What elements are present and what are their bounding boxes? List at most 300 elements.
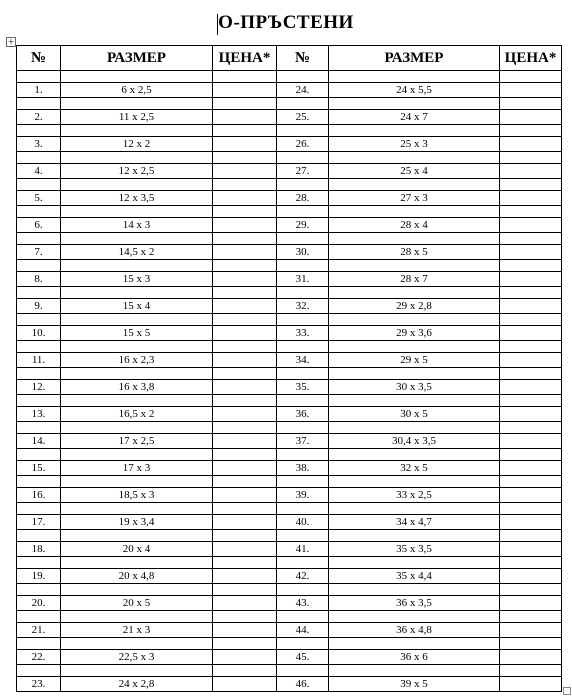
empty-cell (61, 449, 213, 461)
table-row (17, 542, 562, 557)
size-cell: 28 x 4 (329, 218, 500, 233)
table-row (17, 434, 562, 449)
number-cell: 15. (17, 461, 61, 476)
empty-cell (17, 233, 61, 245)
number-cell: 34. (277, 353, 329, 368)
empty-cell (213, 638, 277, 650)
number-cell: 26. (277, 137, 329, 152)
empty-cell (329, 314, 500, 326)
empty-cell (500, 368, 562, 380)
table-body (17, 71, 562, 692)
empty-cell (61, 314, 213, 326)
empty-cell (277, 314, 329, 326)
price-cell[interactable] (500, 299, 562, 314)
empty-cell (500, 341, 562, 353)
price-cell[interactable] (213, 353, 277, 368)
empty-cell (277, 368, 329, 380)
empty-cell (61, 611, 213, 623)
empty-cell (17, 638, 61, 650)
table-row (17, 596, 562, 611)
price-cell[interactable] (213, 380, 277, 395)
empty-cell (500, 665, 562, 677)
empty-cell (500, 314, 562, 326)
price-cell[interactable] (500, 623, 562, 638)
table-row (17, 191, 562, 206)
price-cell[interactable] (500, 353, 562, 368)
empty-cell (277, 206, 329, 218)
price-cell[interactable] (213, 83, 277, 98)
empty-cell (61, 422, 213, 434)
empty-cell (213, 125, 277, 137)
spacer-row (17, 341, 562, 353)
price-cell[interactable] (213, 164, 277, 179)
price-cell[interactable] (213, 407, 277, 422)
spacer-row (17, 665, 562, 677)
spacer-row (17, 584, 562, 596)
spacer-row (17, 233, 562, 245)
empty-cell (329, 152, 500, 164)
price-cell[interactable] (500, 83, 562, 98)
number-cell: 16. (17, 488, 61, 503)
number-cell: 36. (277, 407, 329, 422)
header-number-left: № (17, 46, 61, 71)
spacer-row (17, 260, 562, 272)
table-row (17, 326, 562, 341)
empty-cell (329, 530, 500, 542)
empty-cell (277, 530, 329, 542)
table-row (17, 110, 562, 125)
empty-cell (61, 152, 213, 164)
size-cell: 11 x 2,5 (61, 110, 213, 125)
empty-cell (329, 98, 500, 110)
empty-cell (277, 584, 329, 596)
spacer-row (17, 71, 562, 83)
number-cell: 17. (17, 515, 61, 530)
empty-cell (17, 584, 61, 596)
price-cell[interactable] (500, 380, 562, 395)
size-cell: 15 x 5 (61, 326, 213, 341)
empty-cell (61, 233, 213, 245)
empty-cell (61, 206, 213, 218)
empty-cell (61, 341, 213, 353)
size-cell: 28 x 5 (329, 245, 500, 260)
empty-cell (17, 260, 61, 272)
number-cell: 9. (17, 299, 61, 314)
empty-cell (500, 98, 562, 110)
number-cell: 20. (17, 596, 61, 611)
empty-cell (500, 395, 562, 407)
number-cell: 33. (277, 326, 329, 341)
empty-cell (61, 260, 213, 272)
number-cell: 45. (277, 650, 329, 665)
price-cell[interactable] (213, 191, 277, 206)
price-cell[interactable] (500, 272, 562, 287)
size-cell: 15 x 4 (61, 299, 213, 314)
price-cell[interactable] (500, 650, 562, 665)
spacer-row (17, 287, 562, 299)
number-cell: 35. (277, 380, 329, 395)
size-cell: 12 x 3,5 (61, 191, 213, 206)
size-cell: 14,5 x 2 (61, 245, 213, 260)
empty-cell (329, 449, 500, 461)
size-cell: 25 x 3 (329, 137, 500, 152)
header-price-right: ЦЕНА* (500, 46, 562, 71)
size-cell: 14 x 3 (61, 218, 213, 233)
table-resize-handle[interactable] (563, 687, 571, 695)
empty-cell (213, 206, 277, 218)
number-cell: 2. (17, 110, 61, 125)
spacer-row (17, 395, 562, 407)
number-cell: 32. (277, 299, 329, 314)
table-row (17, 623, 562, 638)
spacer-row (17, 179, 562, 191)
empty-cell (277, 233, 329, 245)
empty-cell (277, 476, 329, 488)
price-cell[interactable] (500, 191, 562, 206)
size-cell: 24 x 2,8 (61, 677, 213, 692)
empty-cell (500, 233, 562, 245)
empty-cell (500, 449, 562, 461)
size-cell: 30,4 x 3,5 (329, 434, 500, 449)
empty-cell (17, 368, 61, 380)
table-row (17, 353, 562, 368)
empty-cell (329, 395, 500, 407)
empty-cell (17, 449, 61, 461)
empty-cell (277, 341, 329, 353)
size-cell: 20 x 5 (61, 596, 213, 611)
price-cell[interactable] (213, 245, 277, 260)
empty-cell (213, 557, 277, 569)
empty-cell (329, 341, 500, 353)
empty-cell (213, 98, 277, 110)
empty-cell (329, 125, 500, 137)
empty-cell (17, 665, 61, 677)
size-cell: 24 x 5,5 (329, 83, 500, 98)
header-size-right: РАЗМЕР (329, 46, 500, 71)
empty-cell (213, 395, 277, 407)
price-cell[interactable] (213, 218, 277, 233)
empty-cell (500, 557, 562, 569)
empty-cell (500, 179, 562, 191)
spacer-row (17, 368, 562, 380)
empty-cell (329, 503, 500, 515)
table-row (17, 272, 562, 287)
number-cell: 24. (277, 83, 329, 98)
table-row (17, 488, 562, 503)
empty-cell (277, 503, 329, 515)
empty-cell (329, 368, 500, 380)
empty-cell (329, 557, 500, 569)
table-row (17, 515, 562, 530)
table-row (17, 407, 562, 422)
empty-cell (277, 611, 329, 623)
empty-cell (277, 557, 329, 569)
table-row (17, 164, 562, 179)
number-cell: 8. (17, 272, 61, 287)
empty-cell (17, 98, 61, 110)
empty-cell (329, 233, 500, 245)
spacer-row (17, 557, 562, 569)
price-cell[interactable] (213, 596, 277, 611)
empty-cell (17, 611, 61, 623)
size-cell: 29 x 2,8 (329, 299, 500, 314)
size-cell: 22,5 x 3 (61, 650, 213, 665)
empty-cell (17, 422, 61, 434)
number-cell: 37. (277, 434, 329, 449)
price-cell[interactable] (213, 110, 277, 125)
empty-cell (329, 287, 500, 299)
price-cell[interactable] (213, 542, 277, 557)
number-cell: 27. (277, 164, 329, 179)
number-cell: 14. (17, 434, 61, 449)
table-row (17, 137, 562, 152)
empty-cell (329, 422, 500, 434)
size-cell: 6 x 2,5 (61, 83, 213, 98)
table-row (17, 380, 562, 395)
empty-cell (277, 422, 329, 434)
number-cell: 38. (277, 461, 329, 476)
price-cell[interactable] (500, 434, 562, 449)
price-cell[interactable] (213, 488, 277, 503)
size-cell: 30 x 5 (329, 407, 500, 422)
empty-cell (277, 638, 329, 650)
size-cell: 19 x 3,4 (61, 515, 213, 530)
size-cell: 12 x 2,5 (61, 164, 213, 179)
spacer-row (17, 503, 562, 515)
empty-cell (213, 503, 277, 515)
spacer-row (17, 611, 562, 623)
header-size-left: РАЗМЕР (61, 46, 213, 71)
empty-cell (61, 557, 213, 569)
table-row (17, 299, 562, 314)
size-cell: 20 x 4,8 (61, 569, 213, 584)
size-cell: 25 x 4 (329, 164, 500, 179)
spacer-row (17, 638, 562, 650)
empty-cell (213, 341, 277, 353)
number-cell: 6. (17, 218, 61, 233)
spacer-row (17, 152, 562, 164)
price-cell[interactable] (500, 677, 562, 692)
empty-cell (213, 287, 277, 299)
empty-cell (213, 584, 277, 596)
empty-cell (329, 665, 500, 677)
price-cell[interactable] (500, 461, 562, 476)
empty-cell (61, 584, 213, 596)
number-cell: 3. (17, 137, 61, 152)
spacer-row (17, 530, 562, 542)
empty-cell (500, 287, 562, 299)
empty-cell (329, 206, 500, 218)
number-cell: 18. (17, 542, 61, 557)
empty-cell (500, 584, 562, 596)
number-cell: 29. (277, 218, 329, 233)
price-cell[interactable] (213, 677, 277, 692)
empty-cell (17, 557, 61, 569)
empty-cell (17, 476, 61, 488)
empty-cell (61, 665, 213, 677)
empty-cell (213, 665, 277, 677)
table-row (17, 83, 562, 98)
number-cell: 22. (17, 650, 61, 665)
spacer-row (17, 422, 562, 434)
empty-cell (61, 287, 213, 299)
number-cell: 40. (277, 515, 329, 530)
price-cell[interactable] (500, 596, 562, 611)
empty-cell (213, 179, 277, 191)
empty-cell (17, 179, 61, 191)
spacer-row (17, 314, 562, 326)
empty-cell (61, 503, 213, 515)
header-number-right: № (277, 46, 329, 71)
number-cell: 10. (17, 326, 61, 341)
number-cell: 25. (277, 110, 329, 125)
price-cell[interactable] (500, 164, 562, 179)
empty-cell (500, 260, 562, 272)
empty-cell (213, 611, 277, 623)
empty-cell (277, 98, 329, 110)
price-cell[interactable] (213, 272, 277, 287)
price-cell[interactable] (500, 542, 562, 557)
size-cell: 28 x 7 (329, 272, 500, 287)
empty-cell (277, 125, 329, 137)
empty-cell (277, 179, 329, 191)
empty-cell (61, 395, 213, 407)
number-cell: 11. (17, 353, 61, 368)
empty-cell (213, 449, 277, 461)
number-cell: 19. (17, 569, 61, 584)
size-cell: 21 x 3 (61, 623, 213, 638)
price-cell[interactable] (213, 461, 277, 476)
price-cell[interactable] (500, 245, 562, 260)
number-cell: 43. (277, 596, 329, 611)
empty-cell (500, 503, 562, 515)
size-cell: 16 x 3,8 (61, 380, 213, 395)
price-cell[interactable] (500, 569, 562, 584)
empty-cell (329, 71, 500, 83)
price-cell[interactable] (213, 434, 277, 449)
size-cell: 16 x 2,3 (61, 353, 213, 368)
number-cell: 12. (17, 380, 61, 395)
spacer-row (17, 98, 562, 110)
size-cell: 36 x 4,8 (329, 623, 500, 638)
size-cell: 15 x 3 (61, 272, 213, 287)
empty-cell (500, 422, 562, 434)
empty-cell (61, 476, 213, 488)
price-cell[interactable] (500, 488, 562, 503)
size-cell: 29 x 5 (329, 353, 500, 368)
number-cell: 1. (17, 83, 61, 98)
table-row (17, 677, 562, 692)
size-cell: 17 x 2,5 (61, 434, 213, 449)
table-row (17, 650, 562, 665)
price-cell[interactable] (213, 623, 277, 638)
price-cell[interactable] (213, 569, 277, 584)
empty-cell (277, 287, 329, 299)
empty-cell (213, 368, 277, 380)
empty-cell (277, 449, 329, 461)
table-move-handle-icon[interactable]: + (7, 37, 15, 46)
empty-cell (277, 71, 329, 83)
empty-cell (61, 638, 213, 650)
size-cell: 33 x 2,5 (329, 488, 500, 503)
price-cell[interactable] (500, 407, 562, 422)
number-cell: 46. (277, 677, 329, 692)
empty-cell (277, 260, 329, 272)
size-cell: 18,5 x 3 (61, 488, 213, 503)
empty-cell (329, 260, 500, 272)
number-cell: 41. (277, 542, 329, 557)
header-price-left: ЦЕНА* (213, 46, 277, 71)
price-cell[interactable] (213, 137, 277, 152)
empty-cell (329, 584, 500, 596)
size-cell: 30 x 3,5 (329, 380, 500, 395)
spacer-row (17, 449, 562, 461)
text-cursor (217, 14, 218, 35)
empty-cell (329, 179, 500, 191)
spacer-row (17, 476, 562, 488)
empty-cell (329, 611, 500, 623)
size-cell: 17 x 3 (61, 461, 213, 476)
empty-cell (17, 287, 61, 299)
empty-cell (17, 314, 61, 326)
empty-cell (329, 476, 500, 488)
number-cell: 7. (17, 245, 61, 260)
empty-cell (500, 611, 562, 623)
price-cell[interactable] (500, 110, 562, 125)
size-cell: 34 x 4,7 (329, 515, 500, 530)
table-row (17, 218, 562, 233)
empty-cell (500, 71, 562, 83)
empty-cell (500, 530, 562, 542)
empty-cell (17, 341, 61, 353)
page-title: О-ПРЪСТЕНИ (218, 12, 354, 33)
size-cell: 12 x 2 (61, 137, 213, 152)
number-cell: 31. (277, 272, 329, 287)
empty-cell (17, 503, 61, 515)
price-cell[interactable] (500, 137, 562, 152)
table-row (17, 461, 562, 476)
number-cell: 13. (17, 407, 61, 422)
price-cell[interactable] (500, 515, 562, 530)
number-cell: 44. (277, 623, 329, 638)
empty-cell (277, 152, 329, 164)
size-cell: 29 x 3,6 (329, 326, 500, 341)
empty-cell (213, 71, 277, 83)
empty-cell (17, 530, 61, 542)
price-cell[interactable] (500, 326, 562, 341)
empty-cell (213, 152, 277, 164)
empty-cell (61, 71, 213, 83)
size-cell: 20 x 4 (61, 542, 213, 557)
size-cell: 24 x 7 (329, 110, 500, 125)
price-cell[interactable] (213, 326, 277, 341)
empty-cell (500, 638, 562, 650)
empty-cell (277, 395, 329, 407)
empty-cell (213, 260, 277, 272)
price-cell[interactable] (500, 218, 562, 233)
table-header-row (17, 46, 562, 71)
table-row (17, 245, 562, 260)
size-cell: 16,5 x 2 (61, 407, 213, 422)
empty-cell (213, 233, 277, 245)
price-cell[interactable] (213, 650, 277, 665)
table-row (17, 569, 562, 584)
price-cell[interactable] (213, 299, 277, 314)
price-cell[interactable] (213, 515, 277, 530)
number-cell: 5. (17, 191, 61, 206)
number-cell: 4. (17, 164, 61, 179)
empty-cell (500, 476, 562, 488)
